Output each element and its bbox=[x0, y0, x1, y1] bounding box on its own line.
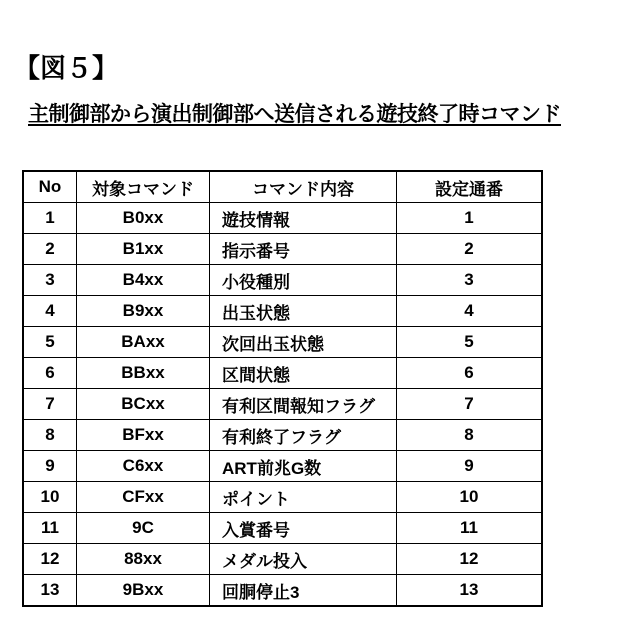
cell-no: 3 bbox=[23, 265, 77, 296]
cell-no: 6 bbox=[23, 358, 77, 389]
cell-command: B0xx bbox=[77, 203, 210, 234]
table-row bbox=[23, 265, 542, 296]
cell-no: 4 bbox=[23, 296, 77, 327]
cell-description: ポイント bbox=[210, 482, 397, 513]
table-row bbox=[23, 358, 542, 389]
table-row bbox=[23, 513, 542, 544]
column-header-no: No bbox=[23, 171, 77, 203]
table-row bbox=[23, 234, 542, 265]
cell-no: 1 bbox=[23, 203, 77, 234]
cell-no: 8 bbox=[23, 420, 77, 451]
cell-description: メダル投入 bbox=[210, 544, 397, 575]
cell-description: 次回出玉状態 bbox=[210, 327, 397, 358]
figure-label: 【図５】 bbox=[14, 53, 119, 83]
cell-command: B9xx bbox=[77, 296, 210, 327]
cell-setting: 4 bbox=[397, 296, 543, 327]
cell-description: 有利終了フラグ bbox=[210, 420, 397, 451]
cell-command: BFxx bbox=[77, 420, 210, 451]
cell-no: 11 bbox=[23, 513, 77, 544]
cell-no: 10 bbox=[23, 482, 77, 513]
cell-setting: 8 bbox=[397, 420, 543, 451]
cell-description: ART前兆G数 bbox=[210, 451, 397, 482]
table-body bbox=[23, 203, 542, 607]
column-header-description: コマンド内容 bbox=[210, 171, 397, 203]
cell-no: 5 bbox=[23, 327, 77, 358]
cell-setting: 1 bbox=[397, 203, 543, 234]
cell-command: CFxx bbox=[77, 482, 210, 513]
cell-setting: 5 bbox=[397, 327, 543, 358]
cell-setting: 12 bbox=[397, 544, 543, 575]
cell-description: 有利区間報知フラグ bbox=[210, 389, 397, 420]
table-row bbox=[23, 296, 542, 327]
table-header-row bbox=[23, 171, 542, 203]
cell-setting: 6 bbox=[397, 358, 543, 389]
column-header-command: 対象コマンド bbox=[77, 171, 210, 203]
cell-description: 入賞番号 bbox=[210, 513, 397, 544]
cell-description: 指示番号 bbox=[210, 234, 397, 265]
cell-command: 9C bbox=[77, 513, 210, 544]
cell-setting: 9 bbox=[397, 451, 543, 482]
table-row bbox=[23, 327, 542, 358]
table-row bbox=[23, 482, 542, 513]
table-header bbox=[23, 171, 542, 203]
cell-setting: 11 bbox=[397, 513, 543, 544]
cell-setting: 3 bbox=[397, 265, 543, 296]
cell-command: C6xx bbox=[77, 451, 210, 482]
cell-no: 12 bbox=[23, 544, 77, 575]
figure-title: 主制御部から演出制御部へ送信される遊技終了時コマンド bbox=[28, 103, 561, 126]
cell-description: 遊技情報 bbox=[210, 203, 397, 234]
table-row bbox=[23, 451, 542, 482]
cell-command: BAxx bbox=[77, 327, 210, 358]
cell-command: 88xx bbox=[77, 544, 210, 575]
cell-description: 回胴停止3 bbox=[210, 575, 397, 607]
cell-description: 出玉状態 bbox=[210, 296, 397, 327]
cell-setting: 7 bbox=[397, 389, 543, 420]
cell-command: B1xx bbox=[77, 234, 210, 265]
cell-no: 13 bbox=[23, 575, 77, 607]
cell-no: 2 bbox=[23, 234, 77, 265]
cell-description: 小役種別 bbox=[210, 265, 397, 296]
cell-setting: 13 bbox=[397, 575, 543, 607]
table-row bbox=[23, 575, 542, 607]
cell-command: BBxx bbox=[77, 358, 210, 389]
cell-command: B4xx bbox=[77, 265, 210, 296]
cell-description: 区間状態 bbox=[210, 358, 397, 389]
cell-setting: 2 bbox=[397, 234, 543, 265]
command-table bbox=[22, 170, 543, 607]
table-row bbox=[23, 420, 542, 451]
cell-setting: 10 bbox=[397, 482, 543, 513]
cell-command: 9Bxx bbox=[77, 575, 210, 607]
cell-command: BCxx bbox=[77, 389, 210, 420]
cell-no: 9 bbox=[23, 451, 77, 482]
table-row bbox=[23, 203, 542, 234]
cell-no: 7 bbox=[23, 389, 77, 420]
table-row bbox=[23, 544, 542, 575]
column-header-setting: 設定通番 bbox=[397, 171, 543, 203]
command-table-container bbox=[22, 170, 520, 607]
table-row bbox=[23, 389, 542, 420]
